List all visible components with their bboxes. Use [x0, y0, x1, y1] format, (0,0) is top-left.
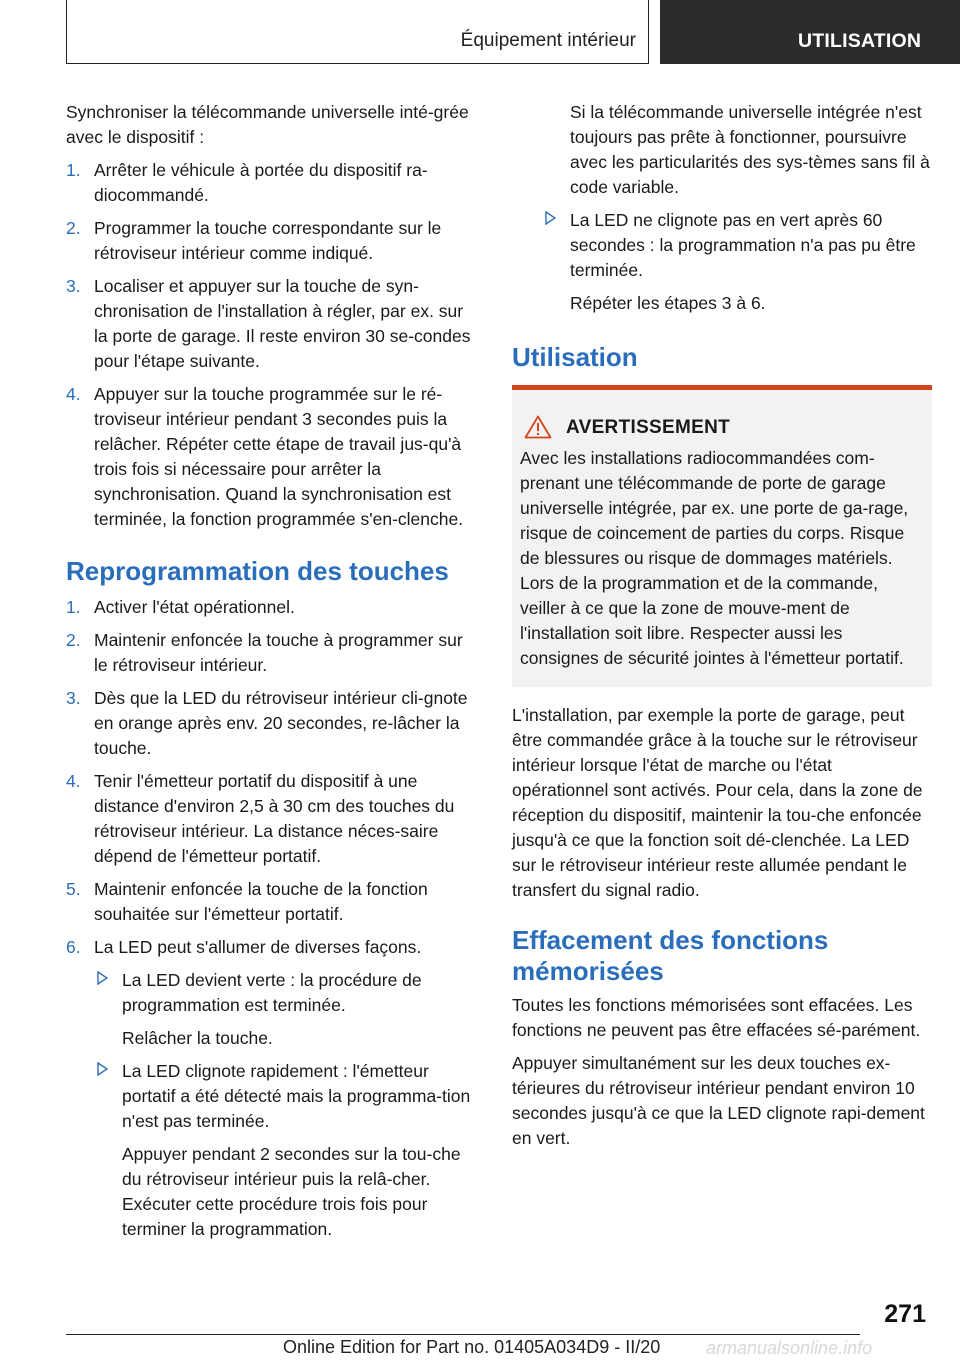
- step-text: Dès que la LED du rétroviseur intérieur cli-gnote en orange après env. 20 secondes, re-lâcher la touche.: [94, 688, 468, 758]
- sync-step: [66, 216, 478, 266]
- led-case-text: La LED clignote rapidement : l'émetteur portatif a été détecté mais la programma-tion n'est pas terminée.: [122, 1061, 471, 1131]
- led-case: [94, 1059, 478, 1242]
- continued-paragraph: Si la télécommande universelle intégrée n'est toujours pas prête à fonctionner, poursuivre avec les particularités des sys-tèmes sans fil à code variable.: [570, 102, 930, 197]
- usage-heading: Utilisation: [512, 342, 638, 372]
- erase-paragraph-2: Appuyer simultanément sur les deux touches ex-térieures du rétroviseur intérieur pendant environ 10 secondes jusqu'à ce que la LED clignote rapi-dement en vert.: [512, 1053, 925, 1148]
- sync-step: [66, 274, 478, 374]
- step-number: 1.: [66, 160, 81, 180]
- page-number: 271: [884, 1300, 926, 1328]
- led-case-text: La LED ne clignote pas en vert après 60 secondes : la programmation n'a pas pu être terminée.: [570, 210, 916, 280]
- reprog-step: [66, 769, 478, 869]
- warning-header: [520, 412, 924, 442]
- step-text: Maintenir enfoncée la touche à programmer sur le rétroviseur intérieur.: [94, 630, 463, 675]
- step-number: 2.: [66, 630, 81, 650]
- section-tab: [660, 0, 960, 64]
- right-column: [512, 100, 932, 1159]
- step-number: 4.: [66, 384, 81, 404]
- warning-triangle-icon: [524, 415, 552, 439]
- step-number: 2.: [66, 218, 81, 238]
- reprog-step: [66, 935, 478, 1242]
- step-number: 3.: [66, 688, 81, 708]
- chapter-tab: [66, 0, 649, 64]
- sync-steps-list: [66, 158, 478, 532]
- led-case-text: La LED devient verte : la procédure de programmation est terminée.: [122, 970, 422, 1015]
- step-number: 4.: [66, 771, 81, 791]
- intro-paragraph: Synchroniser la télécommande universelle inté-grée avec le dispositif :: [66, 102, 469, 147]
- sync-step: [66, 158, 478, 208]
- step-text: Maintenir enfoncée la touche de la fonction souhaitée sur l'émetteur portatif.: [94, 879, 428, 924]
- led-case-note: Appuyer pendant 2 secondes sur la tou-che du rétroviseur intérieur puis la relâ-cher. Exécuter cette procédure trois fois pour terminer la programmation.: [122, 1144, 461, 1239]
- warning-box: [512, 385, 932, 687]
- reprogramming-heading: Reprogrammation des touches: [66, 556, 449, 586]
- step-text: Activer l'état opérationnel.: [94, 597, 295, 617]
- reprog-step: [66, 628, 478, 678]
- step-text: Localiser et appuyer sur la touche de syn-chronisation de l'installation à régler, par ex. sur la porte de garage. Il reste environ 30 se-condes pour l'étape suivante.: [94, 276, 471, 371]
- step-number: 5.: [66, 879, 81, 899]
- edition-text: Online Edition for Part no. 01405A034D9 - II/20: [283, 1337, 661, 1357]
- footer-divider: [66, 1334, 860, 1335]
- triangle-bullet-icon: [97, 971, 108, 985]
- watermark: armanualsonline.info: [706, 1338, 873, 1358]
- left-column: [66, 100, 478, 1250]
- reprog-step: [66, 686, 478, 761]
- step-number: 1.: [66, 597, 81, 617]
- chapter-title: Équipement intérieur: [460, 30, 636, 51]
- sync-step: [66, 382, 478, 532]
- step-text: Arrêter le véhicule à portée du dispositif ra-diocommandé.: [94, 160, 428, 205]
- triangle-bullet-icon: [97, 1062, 108, 1076]
- led-case: [542, 208, 932, 316]
- led-case-note: Relâcher la touche.: [122, 1028, 273, 1048]
- step-text: Tenir l'émetteur portatif du dispositif à une distance d'environ 2,5 à 30 cm des touches du rétroviseur intérieur. La distance néces-saire dépend de l'émetteur portatif.: [94, 771, 455, 866]
- reprog-steps-list: [66, 595, 478, 1242]
- triangle-bullet-icon: [545, 211, 556, 225]
- step-text: Appuyer sur la touche programmée sur le ré-troviseur intérieur pendant 3 secondes puis la relâcher. Répéter cette étape de travail jus-qu'à trois fois si nécessaire pour arrêter la synchronisation. Quand la synchronisation est terminée, la fonction programmée s'en-clenche.: [94, 384, 464, 529]
- usage-paragraph: L'installation, par exemple la porte de garage, peut être commandée grâce à la touche sur le rétroviseur intérieur lorsque l'état de marche ou l'état opérationnel sont activés. Pour cela, dans la zone de réception du dispositif, maintenir la tou-che enfoncée jusqu'à ce que la fonction soit dé-clenchée. La LED sur le rétroviseur intérieur reste allumée pendant le transfert du signal radio.: [512, 705, 923, 900]
- step-number: 6.: [66, 937, 81, 957]
- led-cases-list: [94, 968, 478, 1242]
- reprog-step: [66, 595, 478, 620]
- step-text: La LED peut s'allumer de diverses façons.: [94, 937, 422, 957]
- led-case: [94, 968, 478, 1051]
- step-text: Programmer la touche correspondante sur le rétroviseur intérieur comme indiqué.: [94, 218, 442, 263]
- continued-block: [570, 100, 932, 200]
- step-number: 3.: [66, 276, 81, 296]
- continued-cases-list: [542, 208, 932, 316]
- erase-heading: Effacement des fonctions mémorisées: [512, 925, 829, 986]
- erase-paragraph-1: Toutes les fonctions mémorisées sont effacées. Les fonctions ne peuvent pas être effacées sé-parément.: [512, 995, 921, 1040]
- led-case-note: Répéter les étapes 3 à 6.: [570, 293, 766, 313]
- reprog-step: [66, 877, 478, 927]
- section-title: UTILISATION: [798, 30, 922, 52]
- warning-text: Avec les installations radiocommandées com-prenant une télécommande de porte de garage universelle intégrée, par ex. une porte de ga-rage, risque de coincement de parties du corps. Risque de blessures ou risque de dommages matériels. Lors de la programmation et de la commande, veiller à ce que la zone de mouve-ment de l'installation soit libre. Respecter aussi les consignes de sécurité jointes à l'émetteur portatif.: [520, 448, 909, 668]
- warning-title: AVERTISSEMENT: [566, 416, 731, 438]
